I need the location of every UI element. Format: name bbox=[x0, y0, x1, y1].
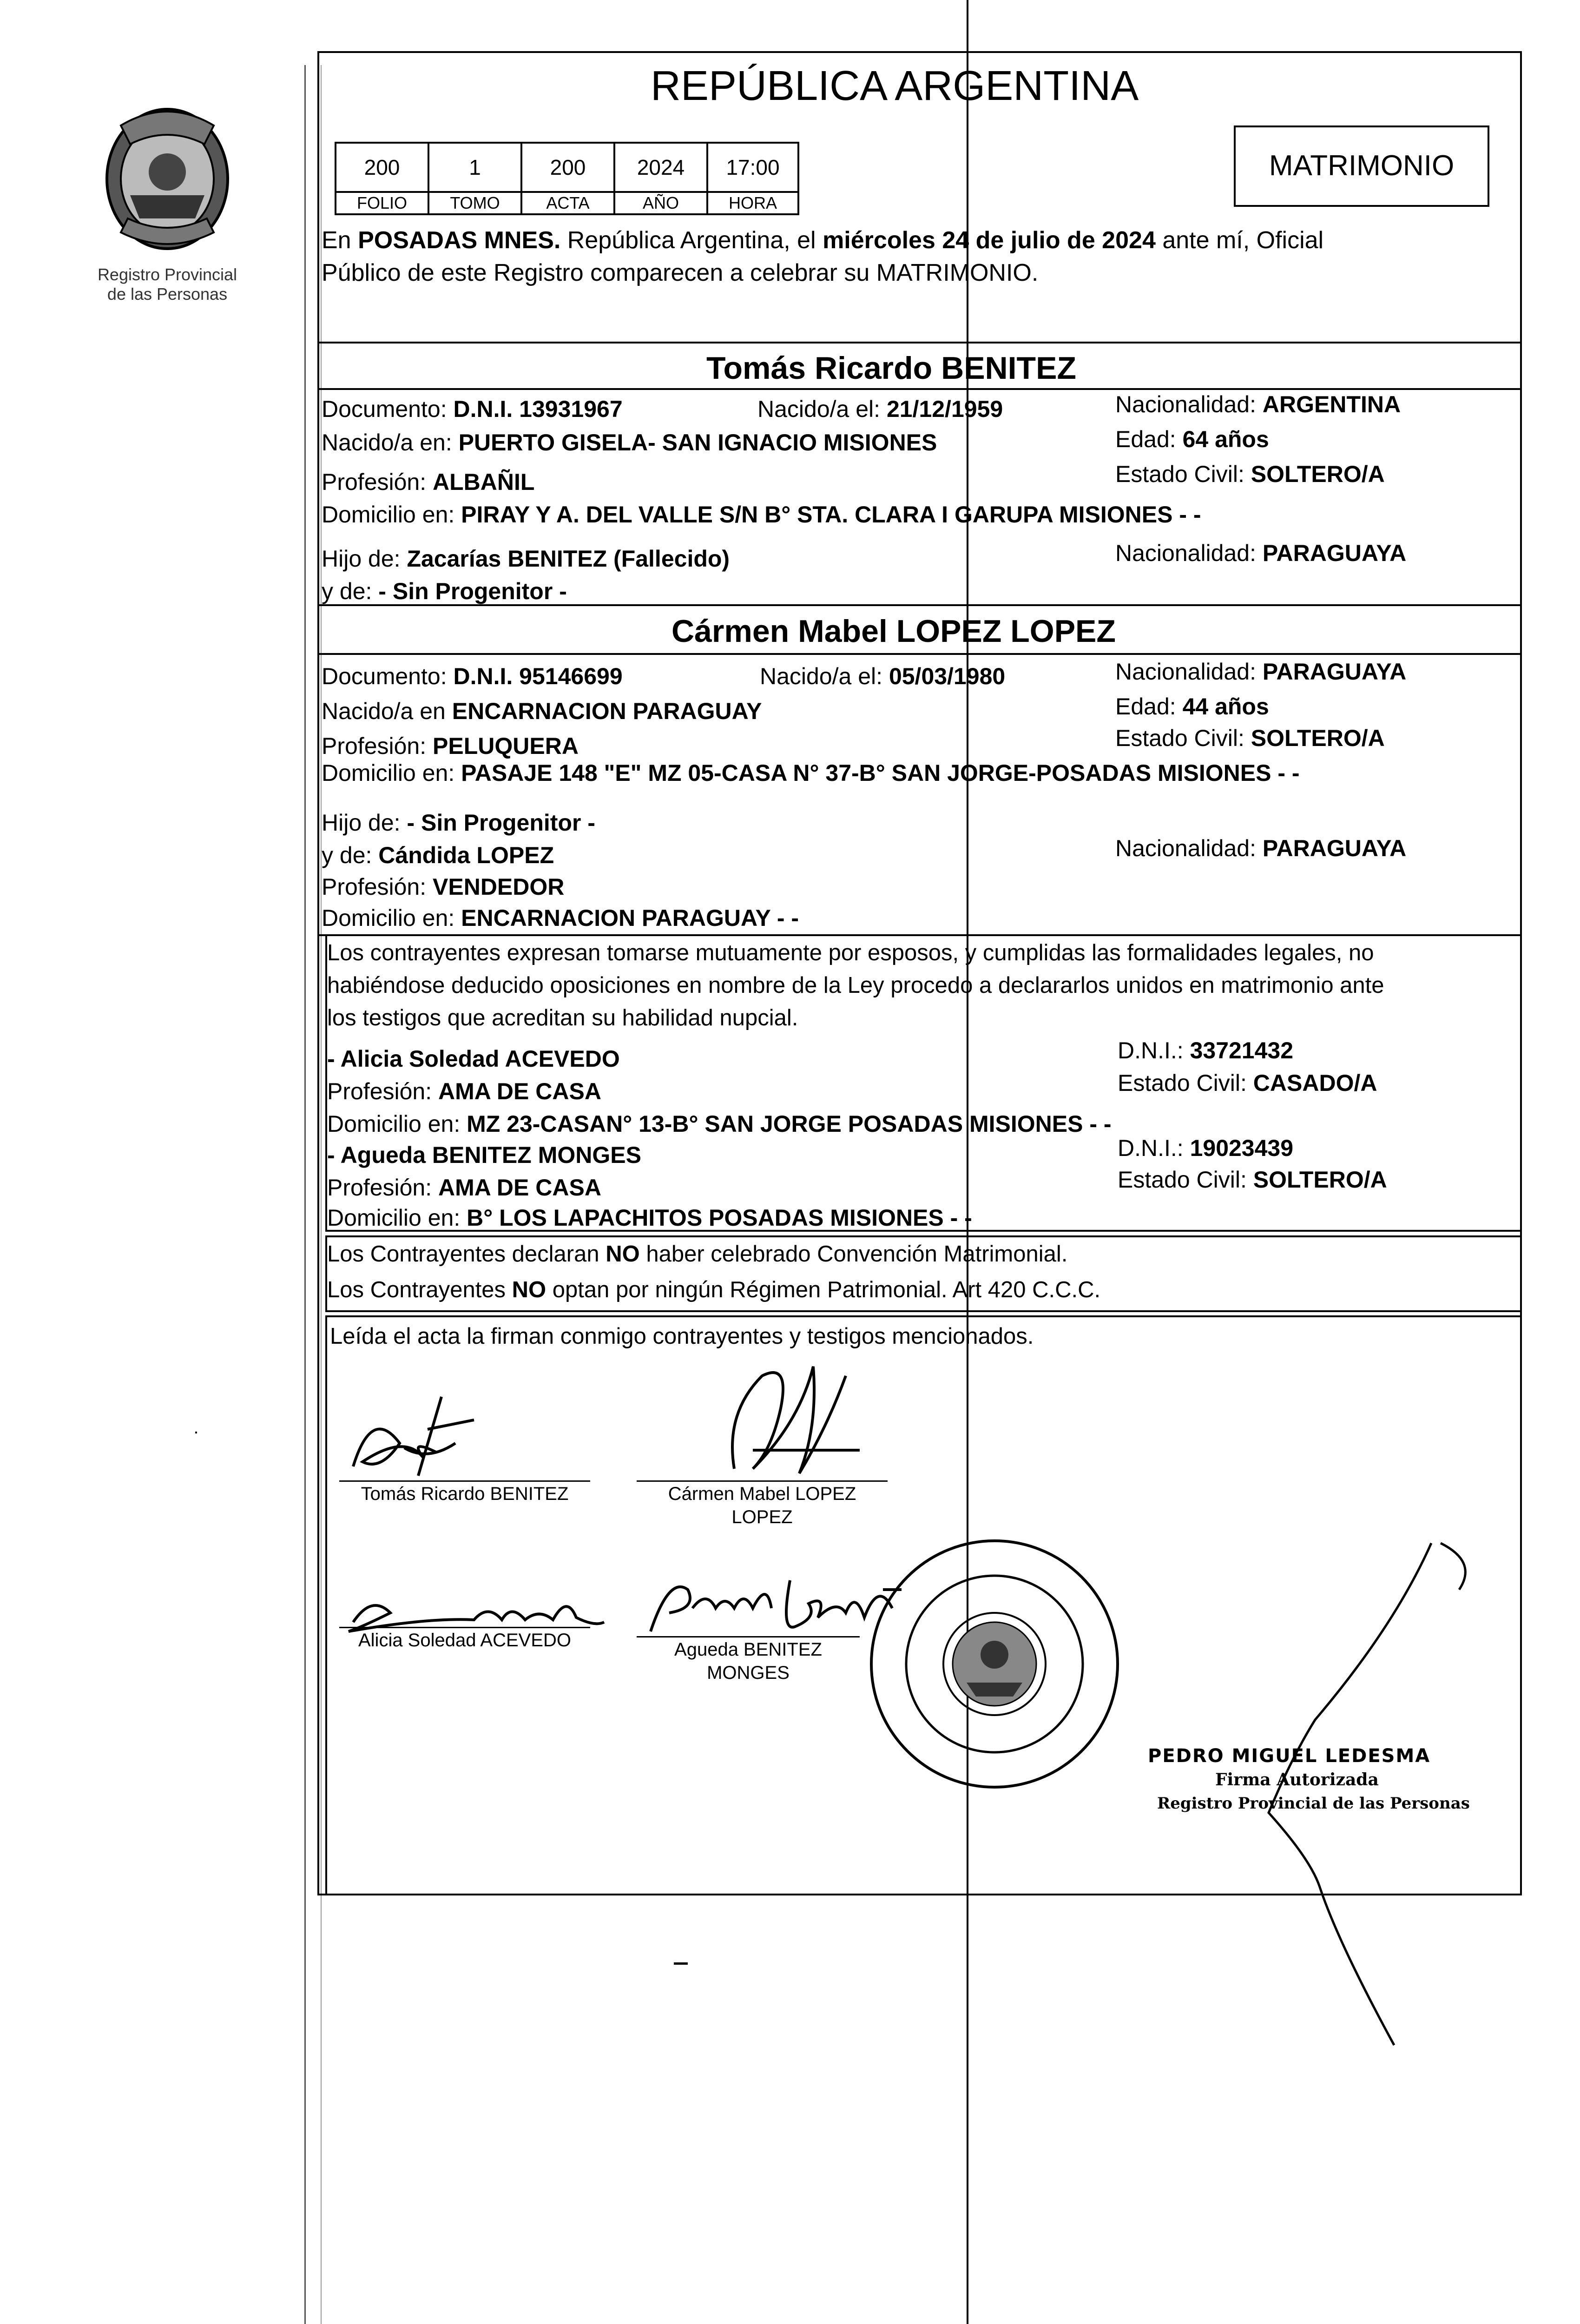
section-rule bbox=[317, 653, 1522, 655]
regime-1-a: Los Contrayentes declaran bbox=[327, 1241, 606, 1267]
section-rule bbox=[317, 388, 1522, 390]
spouse2-nat-value: PARAGUAYA bbox=[1262, 659, 1407, 685]
record-type: MATRIMONIO bbox=[1269, 150, 1455, 182]
logo-caption-1: Registro Provincial bbox=[97, 265, 237, 284]
spouse1-born-label: Nacido/a el: bbox=[757, 396, 887, 422]
witness1-civil-value: CASADO/A bbox=[1253, 1070, 1377, 1096]
acta-value: 200 bbox=[520, 142, 615, 193]
regime-2-no: NO bbox=[512, 1277, 546, 1302]
signature-line bbox=[637, 1636, 860, 1637]
spouse2-address bbox=[322, 759, 1300, 787]
official-signature-icon bbox=[1199, 1534, 1524, 2059]
signature-caption-witness1: Alicia Soledad ACEVEDO bbox=[358, 1630, 571, 1651]
witness1-job bbox=[327, 1077, 601, 1105]
spouse2-parent-address-value: ENCARNACION PARAGUAY - - bbox=[461, 905, 799, 931]
spouse2-born-value: 05/03/1980 bbox=[889, 663, 1006, 689]
spouse2-doc-value: D.N.I. 95146699 bbox=[453, 663, 623, 689]
spouse1-address-value: PIRAY Y A. DEL VALLE S/N B° STA. CLARA I GARUPA MISIONES - - bbox=[461, 502, 1201, 528]
spouse2-civil bbox=[1115, 724, 1385, 752]
spouse1-mother bbox=[322, 577, 567, 605]
signature-caption-spouse2-a: Cármen Mabel LOPEZ bbox=[668, 1484, 856, 1504]
spouse1-father bbox=[322, 545, 730, 573]
spouse2-birthplace bbox=[322, 697, 762, 725]
spouse2-father-label: Hijo de: bbox=[322, 810, 407, 836]
spouse1-address-label: Domicilio en: bbox=[322, 502, 461, 528]
regime-1-c: haber celebrado Convención Matrimonial. bbox=[639, 1241, 1068, 1267]
spouse1-birthplace-value: PUERTO GISELA- SAN IGNACIO MISIONES bbox=[458, 429, 937, 456]
witness1-dni bbox=[1118, 1037, 1293, 1064]
witness1-address bbox=[327, 1110, 1112, 1138]
witness2-address bbox=[327, 1204, 972, 1232]
declaration-line-2: habiéndose deducido oposiciones en nombre de la Ley procedo a declararlos unidos en matrimonio ante bbox=[327, 973, 1384, 998]
spouse1-birthplace bbox=[322, 429, 937, 456]
official-title: Firma Autorizada bbox=[1215, 1770, 1379, 1789]
intro-line-1 bbox=[322, 226, 1323, 254]
signature-spouse1-icon bbox=[335, 1387, 502, 1480]
spouse1-doc-value: D.N.I. 13931967 bbox=[453, 396, 623, 422]
spouse1-address bbox=[322, 501, 1201, 528]
spouse2-parent-nat-label: Nacionalidad: bbox=[1115, 835, 1263, 861]
witness1-civil-label: Estado Civil: bbox=[1118, 1070, 1253, 1096]
spouse2-address-label: Domicilio en: bbox=[322, 760, 461, 786]
witness1-name: - Alicia Soledad ACEVEDO bbox=[327, 1046, 620, 1072]
folio-label: FOLIO bbox=[335, 191, 429, 215]
margin-line bbox=[304, 65, 306, 2324]
spouse2-name: Cármen Mabel LOPEZ LOPEZ bbox=[672, 614, 1116, 649]
spouse2-father-value: - Sin Progenitor - bbox=[407, 810, 595, 836]
spouse2-mother bbox=[322, 841, 554, 869]
spouse1-age-label: Edad: bbox=[1115, 426, 1183, 452]
spouse1-born-value: 21/12/1959 bbox=[886, 396, 1003, 422]
spouse1-doc-label: Documento: bbox=[322, 396, 454, 422]
intro-line-2: Público de este Registro comparecen a celebrar su MATRIMONIO. bbox=[322, 259, 1039, 286]
spouse1-civil bbox=[1115, 460, 1385, 488]
signature-line bbox=[339, 1627, 590, 1628]
official-org: Registro Provincial de las Personas bbox=[1157, 1794, 1470, 1813]
province-logo bbox=[93, 93, 242, 304]
spouse2-parent-address-label: Domicilio en: bbox=[322, 905, 461, 931]
signature-line bbox=[339, 1480, 590, 1482]
signature-caption-spouse2-b: LOPEZ bbox=[731, 1507, 793, 1527]
declaration-line-3: los testigos que acreditan su habilidad nupcial. bbox=[327, 1005, 798, 1030]
spouse1-civil-value: SOLTERO/A bbox=[1251, 461, 1385, 487]
section-rule bbox=[317, 342, 1522, 343]
signature-spouse2-icon bbox=[706, 1357, 874, 1483]
spouse1-nat-value: ARGENTINA bbox=[1262, 391, 1401, 417]
year-value: 2024 bbox=[613, 142, 708, 193]
regime-line-1 bbox=[327, 1240, 1067, 1268]
province-shield-icon bbox=[93, 93, 242, 260]
witness2-dni-value: 19023439 bbox=[1190, 1135, 1294, 1161]
regime-2-a: Los Contrayentes bbox=[327, 1277, 512, 1302]
regime-line-2 bbox=[327, 1276, 1100, 1304]
intro-text-c: ante mí, Oficial bbox=[1155, 227, 1324, 254]
spouse1-birthplace-label: Nacido/a en: bbox=[322, 429, 459, 456]
spouse2-parent-nat-value: PARAGUAYA bbox=[1262, 835, 1407, 861]
spouse2-birthplace-label: Nacido/a en bbox=[322, 698, 452, 724]
intro-text-b: República Argentina, el bbox=[560, 227, 823, 254]
spouse2-doc bbox=[322, 662, 623, 690]
registry-seal-icon bbox=[864, 1534, 1125, 1794]
folio-value: 200 bbox=[335, 142, 429, 193]
spouse1-parent-nat-label: Nacionalidad: bbox=[1115, 540, 1263, 566]
intro-date: miércoles 24 de julio de 2024 bbox=[823, 227, 1156, 254]
witness1-dni-label: D.N.I.: bbox=[1118, 1037, 1190, 1063]
spouse2-mother-label: y de: bbox=[322, 842, 379, 868]
spouse1-job bbox=[322, 468, 534, 496]
spouse1-age-value: 64 años bbox=[1182, 426, 1269, 452]
spouse2-parent-nationality bbox=[1115, 834, 1406, 862]
signature-caption-spouse1: Tomás Ricardo BENITEZ bbox=[361, 1484, 569, 1504]
spouse2-parent-job-value: VENDEDOR bbox=[433, 874, 565, 900]
country-title: REPÚBLICA ARGENTINA bbox=[651, 63, 1139, 109]
declaration-line-1: Los contrayentes expresan tomarse mutuamente por esposos, y cumplidas las formalidades legales, no bbox=[327, 940, 1374, 965]
spouse2-birthplace-value: ENCARNACION PARAGUAY bbox=[452, 698, 762, 724]
margin-dash bbox=[674, 1962, 688, 1965]
spouse1-mother-label: y de: bbox=[322, 578, 379, 604]
spouse1-name: Tomás Ricardo BENITEZ bbox=[706, 350, 1076, 386]
signature-caption-witness2-b: MONGES bbox=[707, 1663, 790, 1683]
spouse1-nat-label: Nacionalidad: bbox=[1115, 391, 1263, 417]
regime-1-no: NO bbox=[606, 1241, 640, 1267]
witness2-job bbox=[327, 1174, 601, 1202]
spouse1-father-value: Zacarías BENITEZ (Fallecido) bbox=[407, 546, 730, 572]
witness2-civil-value: SOLTERO/A bbox=[1253, 1167, 1387, 1193]
acta-label: ACTA bbox=[520, 191, 615, 215]
spouse2-job-label: Profesión: bbox=[322, 733, 433, 759]
spouse1-civil-label: Estado Civil: bbox=[1115, 461, 1251, 487]
tomo-label: TOMO bbox=[428, 191, 522, 215]
witness1-address-label: Domicilio en: bbox=[327, 1111, 467, 1137]
spouse2-age-value: 44 años bbox=[1182, 693, 1269, 720]
witness2-name: - Agueda BENITEZ MONGES bbox=[327, 1142, 641, 1168]
record-type-box bbox=[1234, 125, 1489, 207]
spouse2-job bbox=[322, 732, 579, 760]
spouse2-nationality bbox=[1115, 658, 1406, 686]
spouse1-father-label: Hijo de: bbox=[322, 546, 407, 572]
witness2-job-value: AMA DE CASA bbox=[438, 1175, 601, 1201]
spouse1-parent-nationality bbox=[1115, 539, 1406, 567]
tomo-value: 1 bbox=[428, 142, 522, 193]
closing-text: Leída el acta la firman conmigo contrayentes y testigos mencionados. bbox=[330, 1324, 1034, 1349]
spouse2-civil-label: Estado Civil: bbox=[1115, 725, 1251, 751]
spouse2-civil-value: SOLTERO/A bbox=[1251, 725, 1385, 751]
spouse2-nat-label: Nacionalidad: bbox=[1115, 659, 1263, 685]
spouse1-job-label: Profesión: bbox=[322, 469, 433, 495]
witness1-dni-value: 33721432 bbox=[1190, 1037, 1294, 1063]
witness2-address-value: B° LOS LAPACHITOS POSADAS MISIONES - - bbox=[467, 1205, 972, 1231]
witness1-address-value: MZ 23-CASAN° 13-B° SAN JORGE POSADAS MISIONES - - bbox=[467, 1111, 1112, 1137]
spouse2-age bbox=[1115, 693, 1269, 720]
spouse1-mother-value: - Sin Progenitor - bbox=[378, 578, 567, 604]
spouse1-job-value: ALBAÑIL bbox=[433, 469, 535, 495]
logo-caption-2: de las Personas bbox=[107, 284, 228, 304]
signature-line bbox=[637, 1480, 888, 1482]
spouse2-parent-address bbox=[322, 904, 799, 932]
spouse2-doc-label: Documento: bbox=[322, 663, 454, 689]
witness1-job-value: AMA DE CASA bbox=[438, 1078, 601, 1104]
spouse2-job-value: PELUQUERA bbox=[433, 733, 579, 759]
witness1-job-label: Profesión: bbox=[327, 1078, 439, 1104]
official-name: PEDRO MIGUEL LEDESMA bbox=[1148, 1745, 1431, 1767]
hour-value: 17:00 bbox=[706, 142, 799, 193]
year-label: AÑO bbox=[613, 191, 708, 215]
signature-caption-witness2-a: Agueda BENITEZ bbox=[674, 1639, 822, 1660]
registry-table bbox=[335, 142, 799, 216]
hour-label: HORA bbox=[706, 191, 799, 215]
witness2-address-label: Domicilio en: bbox=[327, 1205, 467, 1231]
witness2-civil bbox=[1118, 1166, 1387, 1194]
spouse1-born bbox=[757, 395, 1003, 423]
spouse2-born-label: Nacido/a el: bbox=[760, 663, 889, 689]
regime-2-c: optan por ningún Régimen Patrimonial. Art 420 C.C.C. bbox=[546, 1277, 1101, 1302]
intro-text-a: En bbox=[322, 227, 358, 254]
spouse2-mother-value: Cándida LOPEZ bbox=[378, 842, 554, 868]
witness2-dni bbox=[1118, 1134, 1293, 1162]
witness2-dni-label: D.N.I.: bbox=[1118, 1135, 1190, 1161]
section-rule bbox=[317, 604, 1522, 606]
spouse2-born bbox=[760, 662, 1005, 690]
spouse1-parent-nat-value: PARAGUAYA bbox=[1262, 540, 1407, 566]
witness2-civil-label: Estado Civil: bbox=[1118, 1167, 1253, 1193]
margin-dash bbox=[195, 1432, 197, 1433]
spouse2-parent-job bbox=[322, 873, 564, 901]
witness1-civil bbox=[1118, 1069, 1377, 1097]
spouse2-age-label: Edad: bbox=[1115, 693, 1183, 720]
intro-place: POSADAS MNES. bbox=[358, 227, 561, 254]
spouse1-nationality bbox=[1115, 390, 1401, 418]
spouse2-father bbox=[322, 809, 595, 837]
spouse2-parent-job-label: Profesión: bbox=[322, 874, 433, 900]
spouse1-age bbox=[1115, 425, 1269, 453]
spouse1-doc bbox=[322, 395, 623, 423]
witness2-job-label: Profesión: bbox=[327, 1175, 439, 1201]
spouse2-address-value: PASAJE 148 "E" MZ 05-CASA N° 37-B° SAN JORGE-POSADAS MISIONES - - bbox=[461, 760, 1300, 786]
